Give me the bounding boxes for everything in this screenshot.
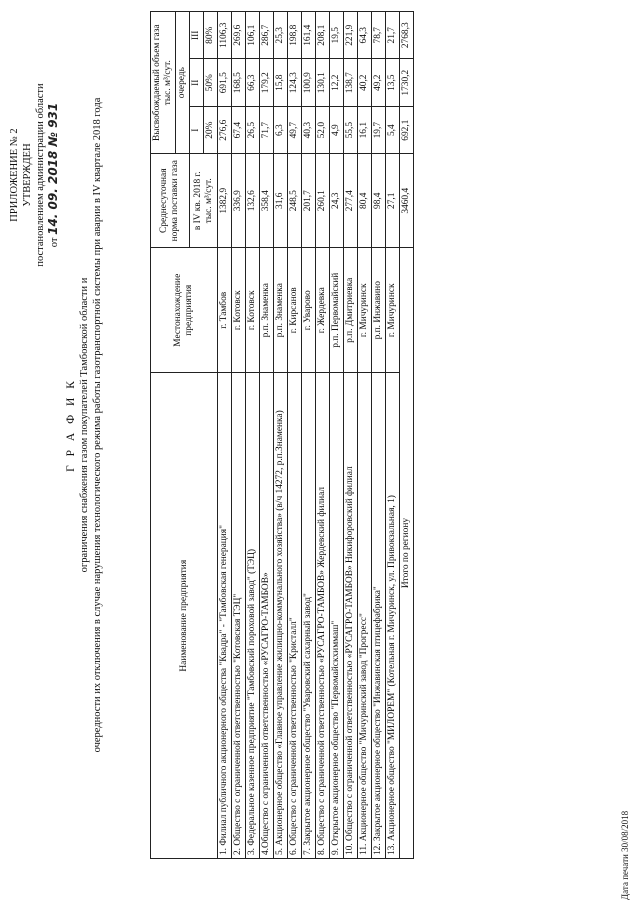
row-v1: 4,9 xyxy=(330,106,344,153)
table-row xyxy=(302,12,316,859)
row-norm: 80,4 xyxy=(358,154,372,248)
row-norm: 27,1 xyxy=(386,154,400,248)
row-location: р.п. Инжавино xyxy=(372,248,386,373)
header-percent-1: 20% xyxy=(204,106,218,153)
row-name: 11. Акционерное общество "Мичуринский завод "Прогресс" xyxy=(358,373,372,859)
row-name: 2. Общество с ограниченной ответственностью "Котовская ТЭЦ" xyxy=(232,373,246,859)
row-v1: 71,7 xyxy=(260,106,274,153)
row-name: 8. Общество с ограниченной ответственностью «РУСАГРО-ТАМБОВ» Жердевский филиал xyxy=(316,373,330,859)
row-v1: 19,7 xyxy=(372,106,386,153)
row-name: 10. Общество с ограниченной ответственностью «РУСАГРО-ТАМБОВ» Никифоровский филиал xyxy=(344,373,358,859)
row-norm: 1382,9 xyxy=(218,154,232,248)
header-norm-unit: тыс. м³/сут. xyxy=(203,178,214,224)
row-name: 1. Филиал публичного акционерного общества "Квадра" - "Тамбовская генерация" xyxy=(218,373,232,859)
table-row xyxy=(358,12,372,859)
row-location: г. Уварово xyxy=(302,248,316,373)
row-name: 3. Федеральное казенное предприятие "Тамбовский пороховой завод" (ТЭЦ) xyxy=(246,373,260,859)
row-location: г. Тамбов xyxy=(218,248,232,373)
row-norm: 201,7 xyxy=(302,154,316,248)
row-v1: 16,1 xyxy=(358,106,372,153)
row-v2: 179,2 xyxy=(260,59,274,106)
row-v3: 1106,3 xyxy=(218,12,232,59)
row-v3: 106,1 xyxy=(246,12,260,59)
row-v2: 13,5 xyxy=(386,59,400,106)
row-name: 12. Закрытое акционерное общество "Инжавинская птицефабрика" xyxy=(372,373,386,859)
row-v1: 26,5 xyxy=(246,106,260,153)
row-v2: 15,8 xyxy=(274,59,288,106)
gas-limitation-table xyxy=(150,11,414,859)
row-v1: 55,5 xyxy=(344,106,358,153)
row-name: 5. Акционерное общество «Главное управление жилищно-коммунального хозяйства» (в/ч 14272, р.п.Знаменка) xyxy=(274,373,288,859)
row-v3: 269,6 xyxy=(232,12,246,59)
date-prefix: от xyxy=(49,237,60,248)
header-queue: очередь xyxy=(176,12,190,154)
table-row xyxy=(218,12,232,859)
row-location: г. Котовск xyxy=(232,248,246,373)
table-row xyxy=(330,12,344,859)
header-norm: Среднесуточная норма поставки газа xyxy=(151,154,190,248)
approved-label: УТВЕРЖДЕН xyxy=(22,143,33,207)
row-v1: 6,3 xyxy=(274,106,288,153)
table-row xyxy=(274,12,288,859)
row-location: г. Мичуринск xyxy=(358,248,372,373)
row-v3: 161,4 xyxy=(302,12,316,59)
header-queue-2: II xyxy=(190,59,204,106)
row-v3: 19,5 xyxy=(330,12,344,59)
row-v1: 40,3 xyxy=(302,106,316,153)
title-line-2: очередности их отключения в случае нарушения технологического режима работы газотранспортной системы при аварии в IV квартале 2018 года xyxy=(92,97,103,753)
header-volume: Высвобождаемый объем газа тыс. м³/сут. xyxy=(151,12,176,154)
row-v2: 12,2 xyxy=(330,59,344,106)
row-v1: 67,4 xyxy=(232,106,246,153)
total-row xyxy=(400,12,414,859)
row-v3: 21,7 xyxy=(386,12,400,59)
row-norm: 358,4 xyxy=(260,154,274,248)
header-name: Наименование предприятия xyxy=(151,373,218,859)
row-name: 6. Общество с ограниченной ответственностью "Кристалл" xyxy=(288,373,302,859)
row-v3: 78,7 xyxy=(372,12,386,59)
table-row xyxy=(316,12,330,859)
row-v3: 286,7 xyxy=(260,12,274,59)
row-v2: 124,3 xyxy=(288,59,302,106)
row-v2: 40,2 xyxy=(358,59,372,106)
row-location: р.п. Дмитриевка xyxy=(344,248,358,373)
row-location: р.п. Знаменка xyxy=(274,248,288,373)
row-location: р.п. Первомайский xyxy=(330,248,344,373)
decree-date-line xyxy=(47,45,61,305)
document-title xyxy=(65,65,104,785)
header-norm-period xyxy=(190,154,218,248)
table-row xyxy=(386,12,400,859)
header-percent-2: 50% xyxy=(204,59,218,106)
row-norm: 98,4 xyxy=(372,154,386,248)
row-norm: 260,1 xyxy=(316,154,330,248)
row-location: г. Кирсанов xyxy=(288,248,302,373)
title-line-1: ограничения снабжения газом покупателей Тамбовской области и xyxy=(79,277,90,573)
handwritten-date-number: 14. 09. 2018 № 931 xyxy=(46,102,60,235)
row-norm: 336,9 xyxy=(232,154,246,248)
table-row xyxy=(344,12,358,859)
row-v3: 25,3 xyxy=(274,12,288,59)
row-norm: 24,3 xyxy=(330,154,344,248)
row-v3: 64,3 xyxy=(358,12,372,59)
row-v3: 198,8 xyxy=(288,12,302,59)
row-name: 13. Акционерное общество "МИЛОРЕМ" (Котельная г. Мичуринск, ул. Привокзальная, 1) xyxy=(386,373,400,859)
row-v1: 5,4 xyxy=(386,106,400,153)
total-norm: 3460,4 xyxy=(400,154,414,248)
row-norm: 248,5 xyxy=(288,154,302,248)
row-v3: 221,9 xyxy=(344,12,358,59)
row-v2: 66,3 xyxy=(246,59,260,106)
row-name: 9. Открытое акционерное общество "Первомайскхиммаш" xyxy=(330,373,344,859)
row-v1: 52,0 xyxy=(316,106,330,153)
header-percent-3: 80% xyxy=(204,12,218,59)
table-row xyxy=(288,12,302,859)
row-v2: 130,1 xyxy=(316,59,330,106)
row-norm: 31,6 xyxy=(274,154,288,248)
row-location: г. Жердевка xyxy=(316,248,330,373)
decree-label: постановлением администрации области xyxy=(35,83,46,267)
row-name: 4.Общество с ограниченной ответственностью «РУСАГРО-ТАМБОВ» xyxy=(260,373,274,859)
header-location: Местонахождение предприятия xyxy=(151,248,218,373)
table-row xyxy=(232,12,246,859)
row-location: г. Мичуринск xyxy=(386,248,400,373)
row-norm: 277,4 xyxy=(344,154,358,248)
row-v2: 100,9 xyxy=(302,59,316,106)
table-row xyxy=(372,12,386,859)
print-date: Дата печати 30/08/2018 xyxy=(620,810,630,900)
row-location: р.п. Знаменка xyxy=(260,248,274,373)
row-location: г. Котовск xyxy=(246,248,260,373)
row-v1: 49,7 xyxy=(288,106,302,153)
header-norm-quarter: в IV кв. 2018 г. xyxy=(192,171,203,231)
appendix-number: ПРИЛОЖЕНИЕ № 2 xyxy=(9,128,20,222)
table-row xyxy=(246,12,260,859)
row-v3: 208,1 xyxy=(316,12,330,59)
appendix-header xyxy=(8,45,61,305)
total-v2: 1730,2 xyxy=(400,59,414,106)
header-queue-3: III xyxy=(190,12,204,59)
row-name: 7. Закрытое акционерное общество "Уваровский сахарный завод" xyxy=(302,373,316,859)
total-v1: 692,1 xyxy=(400,106,414,153)
total-label: Итого по региону xyxy=(400,248,414,859)
table-row xyxy=(260,12,274,859)
row-norm: 132,6 xyxy=(246,154,260,248)
row-v2: 49,2 xyxy=(372,59,386,106)
row-v2: 168,5 xyxy=(232,59,246,106)
row-v1: 276,6 xyxy=(218,106,232,153)
header-queue-1: I xyxy=(190,106,204,153)
row-v2: 138,7 xyxy=(344,59,358,106)
row-v2: 691,5 xyxy=(218,59,232,106)
title-main: Г Р А Ф И К xyxy=(65,378,77,472)
total-v3: 2768,3 xyxy=(400,12,414,59)
